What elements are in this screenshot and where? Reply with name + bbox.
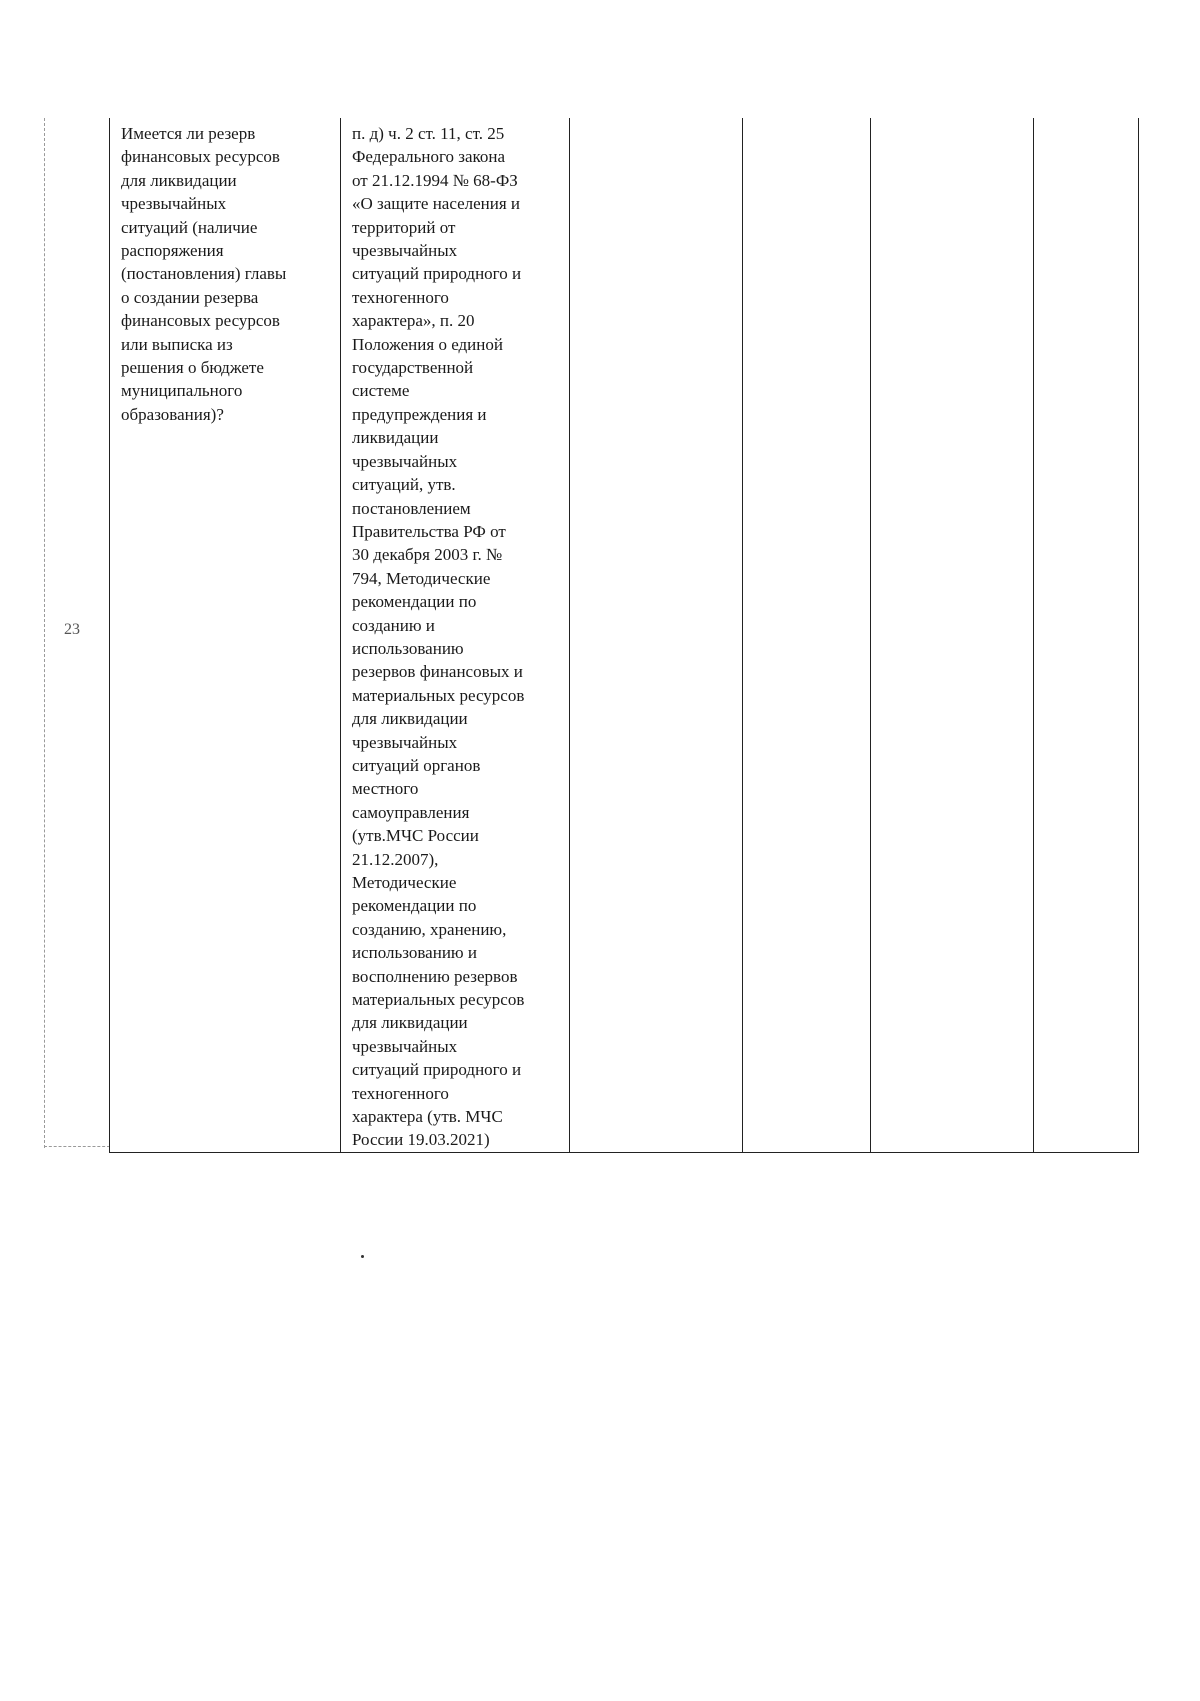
question-cell [110, 118, 341, 1152]
answer-no-text [743, 118, 870, 122]
answer-na-text [871, 118, 1033, 122]
scan-artifact-dot [361, 1255, 364, 1258]
scan-left-border [44, 118, 45, 1148]
scan-bottom-border [44, 1146, 110, 1147]
note-cell [1034, 118, 1139, 1152]
legal-basis-text: п. д) ч. 2 ст. 11, ст. 25 Федерального закона от 21.12.1994 № 68-ФЗ «О защите населения и территорий от чрезвычайных ситуаций природного и техногенного характера», п. 20 Положения о единой государственной системе предупреждения и ликвидации чрезвычайных ситуаций, утв. постановлением Правительства РФ от 30 декабря 2003 г. № 794, Методические рекомендации по созданию и использованию резервов финансовых и материальных ресурсов для ликвидации чрезвычайных ситуаций органов местного самоуправления (утв.МЧС России 21.12.2007), Методические рекомендации по созданию, хранению, использованию и восполнению резервов материальных ресурсов для ликвидации чрезвычайных ситуаций природного и техногенного характера (утв. МЧС России 19.03.2021) [352, 124, 525, 1150]
answer-yes-cell [570, 118, 743, 1152]
legal-basis-cell [341, 118, 570, 1152]
row-number: 23 [64, 621, 80, 638]
table-row [110, 118, 1139, 1152]
checklist-table [109, 118, 1139, 1153]
answer-yes-text [570, 118, 742, 122]
answer-no-cell [743, 118, 871, 1152]
note-text [1034, 118, 1138, 122]
answer-na-cell [871, 118, 1034, 1152]
question-text: Имеется ли резерв финансовых ресурсов для ликвидации чрезвычайных ситуаций (наличие распоряжения (постановления) главы о создании резерва финансовых ресурсов или выписка из решения о бюджете муниципального образования)? [121, 124, 287, 424]
